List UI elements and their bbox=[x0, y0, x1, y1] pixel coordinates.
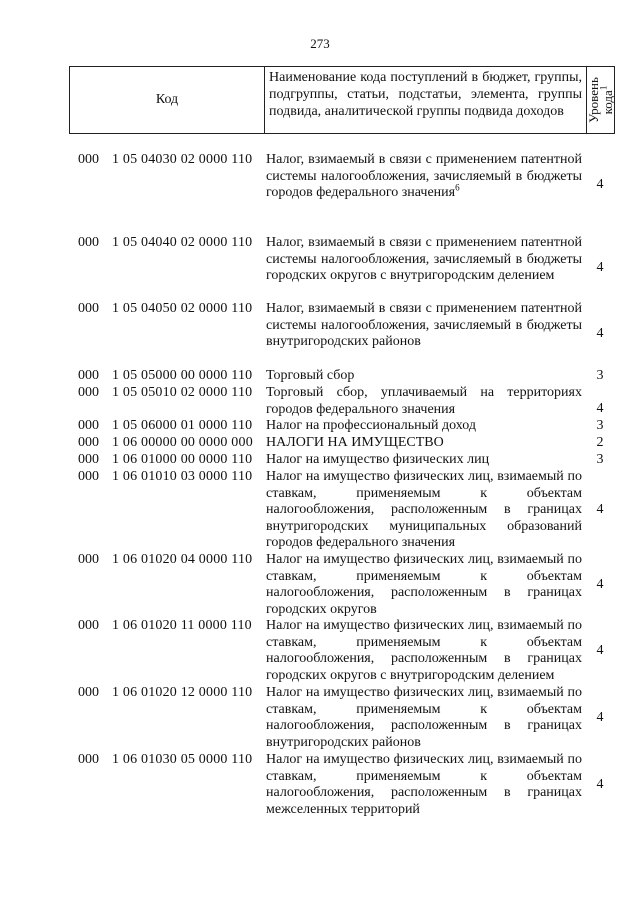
table-row bbox=[0, 301, 640, 368]
row-admin-code: 000 bbox=[78, 552, 99, 567]
row-income-code: 1 06 01000 00 0000 110 bbox=[112, 452, 253, 467]
row-name-text: Налог на имущество физических лиц, взимаемый по ставкам, применяемым к объектам налогообложения, расположенным в границах межселенных территорий bbox=[266, 752, 582, 817]
table-row bbox=[0, 618, 640, 685]
row-name bbox=[266, 235, 582, 285]
row-admin-code: 000 bbox=[78, 752, 99, 767]
row-income-code: 1 06 01020 11 0000 110 bbox=[112, 618, 252, 633]
row-name bbox=[266, 552, 582, 618]
row-admin-code: 000 bbox=[78, 418, 99, 433]
row-name bbox=[266, 435, 582, 452]
row-level: 4 bbox=[596, 709, 604, 725]
row-name bbox=[266, 368, 582, 385]
header-level-sup: 1 bbox=[598, 85, 609, 91]
row-footnote-ref: 6 bbox=[455, 182, 460, 193]
header-level-label bbox=[587, 77, 615, 123]
row-admin-code: 000 bbox=[78, 385, 99, 400]
row-level: 4 bbox=[596, 401, 604, 417]
row-admin-code: 000 bbox=[78, 235, 99, 250]
row-level: 4 bbox=[596, 325, 604, 341]
row-income-code: 1 06 00000 00 0000 000 bbox=[112, 435, 253, 450]
row-income-code: 1 05 05010 02 0000 110 bbox=[112, 385, 253, 400]
row-name bbox=[266, 452, 582, 469]
header-level-line1: Уровень bbox=[585, 77, 601, 123]
row-level: 4 bbox=[596, 776, 604, 792]
row-level: 4 bbox=[596, 501, 604, 517]
table-row bbox=[0, 552, 640, 618]
row-name-text: Торговый сбор bbox=[266, 368, 355, 383]
row-name bbox=[266, 418, 582, 435]
row-level: 3 bbox=[596, 452, 604, 467]
row-admin-code: 000 bbox=[78, 469, 99, 484]
row-admin-code: 000 bbox=[78, 618, 99, 633]
row-income-code: 1 05 04030 02 0000 110 bbox=[112, 152, 253, 167]
header-name: Наименование кода поступлений в бюджет, группы, подгруппы, статьи, подстатьи, элемента, группы подвида, аналитической группы подвида доходов bbox=[265, 67, 587, 133]
row-name bbox=[266, 385, 582, 418]
table-row bbox=[0, 752, 640, 818]
row-name bbox=[266, 301, 582, 351]
table-header bbox=[69, 66, 615, 134]
row-admin-code: 000 bbox=[78, 435, 99, 450]
header-level-line2: кода bbox=[599, 90, 615, 115]
row-admin-code: 000 bbox=[78, 368, 99, 383]
row-name bbox=[266, 469, 582, 552]
row-admin-code: 000 bbox=[78, 452, 99, 467]
row-admin-code: 000 bbox=[78, 301, 99, 316]
table-row bbox=[0, 368, 640, 385]
row-name bbox=[266, 618, 582, 684]
row-admin-code: 000 bbox=[78, 152, 99, 167]
table-row bbox=[0, 685, 640, 752]
table-row bbox=[0, 385, 640, 418]
table-row bbox=[0, 418, 640, 435]
header-code: Код bbox=[70, 67, 265, 133]
row-name-text: Налог на профессиональный доход bbox=[266, 418, 476, 433]
row-name-text: НАЛОГИ НА ИМУЩЕСТВО bbox=[266, 435, 444, 450]
row-name-text: Налог на имущество физических лиц, взимаемый по ставкам, применяемым к объектам налогообложения, расположенным в границах внутригородских районов bbox=[266, 685, 582, 750]
row-name-text: Налог на имущество физических лиц bbox=[266, 452, 490, 467]
header-level bbox=[587, 67, 614, 133]
table-row bbox=[0, 469, 640, 552]
row-income-code: 1 05 04050 02 0000 110 bbox=[112, 301, 253, 316]
row-level: 4 bbox=[596, 642, 604, 658]
row-income-code: 1 05 05000 00 0000 110 bbox=[112, 368, 253, 383]
row-name bbox=[266, 752, 582, 818]
row-level: 4 bbox=[596, 259, 604, 275]
row-name-text: Налог, взимаемый в связи с применением патентной системы налогообложения, зачисляемый в бюджеты городских округов с внутригородским делением bbox=[266, 235, 582, 283]
row-income-code: 1 05 06000 01 0000 110 bbox=[112, 418, 253, 433]
row-level: 3 bbox=[596, 368, 604, 383]
row-name-text: Налог, взимаемый в связи с применением патентной системы налогообложения, зачисляемый в бюджеты внутригородских районов bbox=[266, 301, 582, 349]
row-income-code: 1 06 01010 03 0000 110 bbox=[112, 469, 253, 484]
row-name-text: Налог, взимаемый в связи с применением патентной системы налогообложения, зачисляемый в бюджеты городов федерального значения bbox=[266, 152, 582, 200]
row-income-code: 1 05 04040 02 0000 110 bbox=[112, 235, 253, 250]
table-row bbox=[0, 435, 640, 452]
table-row bbox=[0, 152, 640, 235]
row-name-text: Налог на имущество физических лиц, взимаемый по ставкам, применяемым к объектам налогообложения, расположенным в границах внутригородских муниципальных образований городов федерального значения bbox=[266, 469, 582, 550]
table-row bbox=[0, 452, 640, 469]
page-number: 273 bbox=[310, 36, 330, 51]
row-admin-code: 000 bbox=[78, 685, 99, 700]
row-level: 4 bbox=[596, 576, 604, 592]
row-income-code: 1 06 01020 12 0000 110 bbox=[112, 685, 253, 700]
row-level: 4 bbox=[596, 176, 604, 192]
row-name bbox=[266, 685, 582, 751]
table-row bbox=[0, 235, 640, 301]
row-name bbox=[266, 152, 582, 202]
row-name-text: Налог на имущество физических лиц, взимаемый по ставкам, применяемым к объектам налогообложения, расположенным в границах городских округов с внутригородским делением bbox=[266, 618, 582, 683]
row-level: 2 bbox=[596, 435, 604, 450]
row-income-code: 1 06 01030 05 0000 110 bbox=[112, 752, 253, 767]
row-name-text: Торговый сбор, уплачиваемый на территориях городов федерального значения bbox=[266, 385, 582, 417]
row-income-code: 1 06 01020 04 0000 110 bbox=[112, 552, 253, 567]
row-level: 3 bbox=[596, 418, 604, 433]
row-name-text: Налог на имущество физических лиц, взимаемый по ставкам, применяемым к объектам налогообложения, расположенным в границах городских округов bbox=[266, 552, 582, 617]
